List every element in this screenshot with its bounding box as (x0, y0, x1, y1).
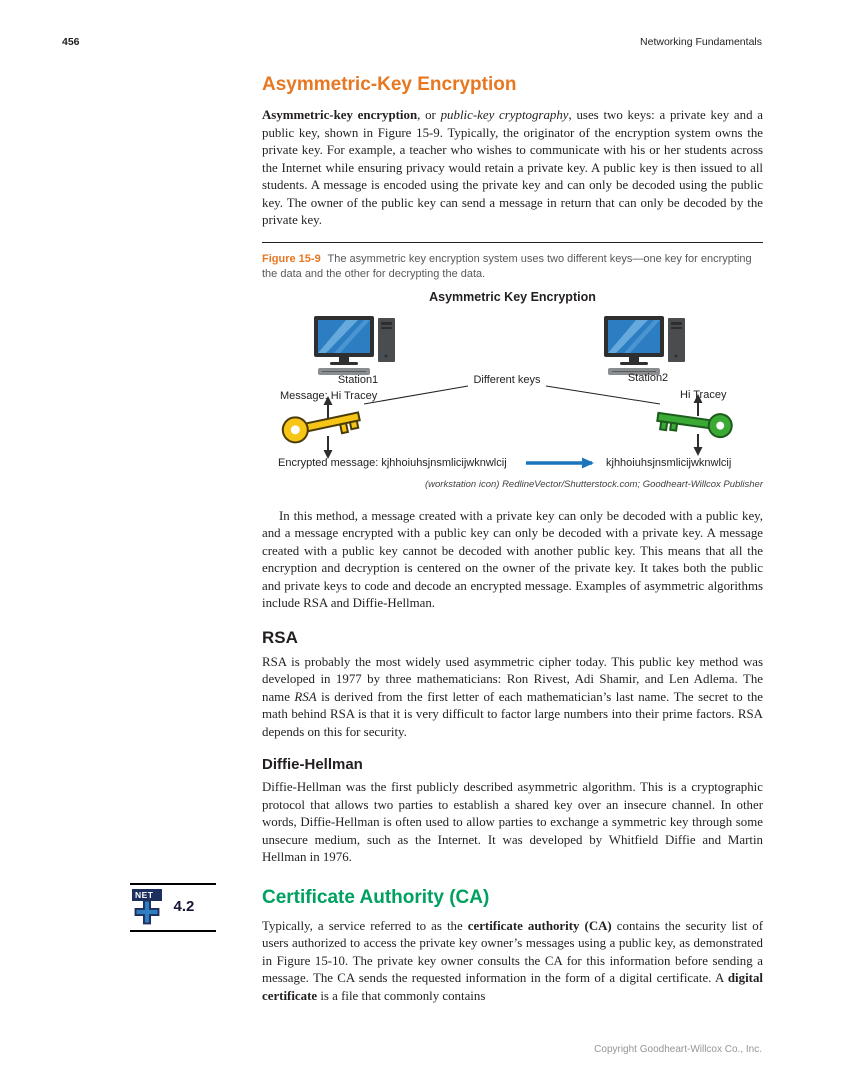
message-label-left: Message: Hi Tracey (280, 389, 378, 402)
running-head: Networking Fundamentals (640, 36, 762, 48)
message-label-right: Hi Tracey (680, 388, 727, 401)
badge-logo (132, 889, 162, 925)
paragraph-method-explanation: In this method, a message created with a private key can only be decoded with a public key, and a message encrypted with a public key can only be decoded with a private key. A message created with a public key cannot be decoded with another public key. This means that all the encryption and decryption is centered on the owner of the private key. It takes both the public and private keys to code and decode an encrypted message. Examples of asymmetric algorithms include RSA and Diffie-Hellman. (262, 508, 763, 610)
copyright-footer: Copyright Goodheart-Willcox Co., Inc. (594, 1044, 762, 1055)
workstation-icon-left (312, 316, 404, 381)
content-column (135, 74, 763, 1005)
paragraph-certificate-authority: Typically, a service referred to as the certificate authority (CA) contains the security list of users authorized to access the private key owner’s messages using a public key, as demonstrated in Figure 15-10. The private key owner consults the CA for this information before sending a message. The CA sends the requested information in the form of a digital certificate. A digital certificate is a file that commonly contains (262, 918, 763, 1003)
section-heading-asymmetric-key-encryption: Asymmetric-Key Encryption (262, 74, 517, 95)
different-keys-label: Different keys (473, 373, 541, 386)
subheading-rsa: RSA (262, 627, 298, 647)
net-label: NET (132, 889, 162, 901)
paragraph-asymmetric-intro: Asymmetric-key encryption, or public-key cryptography, uses two keys: a private key and a public key, shown in Figure 15-9. Typically, the originator of the encryption system owns the private key. For example, a teacher who wishes to communicate with his or her students across the Internet while ensuring privacy would retain a private key. A public key is then issued to all students. A message is encoded using the private key and can only be decoded using the public key. The owner of the public key can send a message in return that can only be decoded by the private key. (262, 108, 763, 227)
paragraph-diffie-hellman: Diffie-Hellman was the first publicly described asymmetric algorithm. This is a cryptographic protocol that allows two parties to establish a shared key over an insecure channel. In other words, Diffie-Hellman is often used to allow parties to exchange a symmetric key through some unsecure medium, such as the Internet. It was developed by Whitfield Diffie and Martin Hellman in 1976. (262, 780, 763, 864)
section-heading-certificate-authority: Certificate Authority (CA) (262, 886, 490, 908)
encrypted-message-label-right: kjhhoiuhsjnsmlicijwknwlcij (606, 456, 732, 469)
plus-icon (134, 899, 160, 925)
objective-number: 4.2 (173, 898, 195, 915)
paragraph-rsa: RSA is probably the most widely used asymmetric cipher today. This public key method was developed in 1977 by three mathematicians: Ron Rivest, Adi Shamir, and Len Adlema. The name RSA is derived from the first letter of each mathematician’s last name. The secret to the math behind RSA is that it is very difficult to factor large numbers into their prime factors. RSA depends on this for security. (262, 654, 763, 739)
page-number: 456 (62, 36, 80, 48)
subheading-diffie-hellman: Diffie-Hellman (262, 756, 363, 773)
certificate-authority-section (135, 886, 763, 1006)
network-plus-objective-badge (130, 883, 216, 932)
figure-caption-label: Figure 15-9 (262, 252, 321, 265)
figure-caption (262, 252, 763, 282)
figure-caption-text: The asymmetric key encryption system uses two different keys—one key for encrypting the data and the other for decrypting the data. (262, 252, 752, 280)
figure-top-rule (262, 242, 763, 243)
figure-15-9-diagram (262, 290, 763, 495)
figure-diagram-title: Asymmetric Key Encryption (429, 289, 596, 304)
page-header (62, 36, 762, 48)
figure-credit: (workstation icon) RedlineVector/Shutterstock.com; Goodheart-Willcox Publisher (424, 478, 763, 490)
station1-label: Station1 (337, 373, 379, 386)
station2-label: Station2 (627, 371, 669, 384)
encrypted-message-label-left: Encrypted message: kjhhoiuhsjnsmlicijwknwlcij (278, 456, 507, 469)
